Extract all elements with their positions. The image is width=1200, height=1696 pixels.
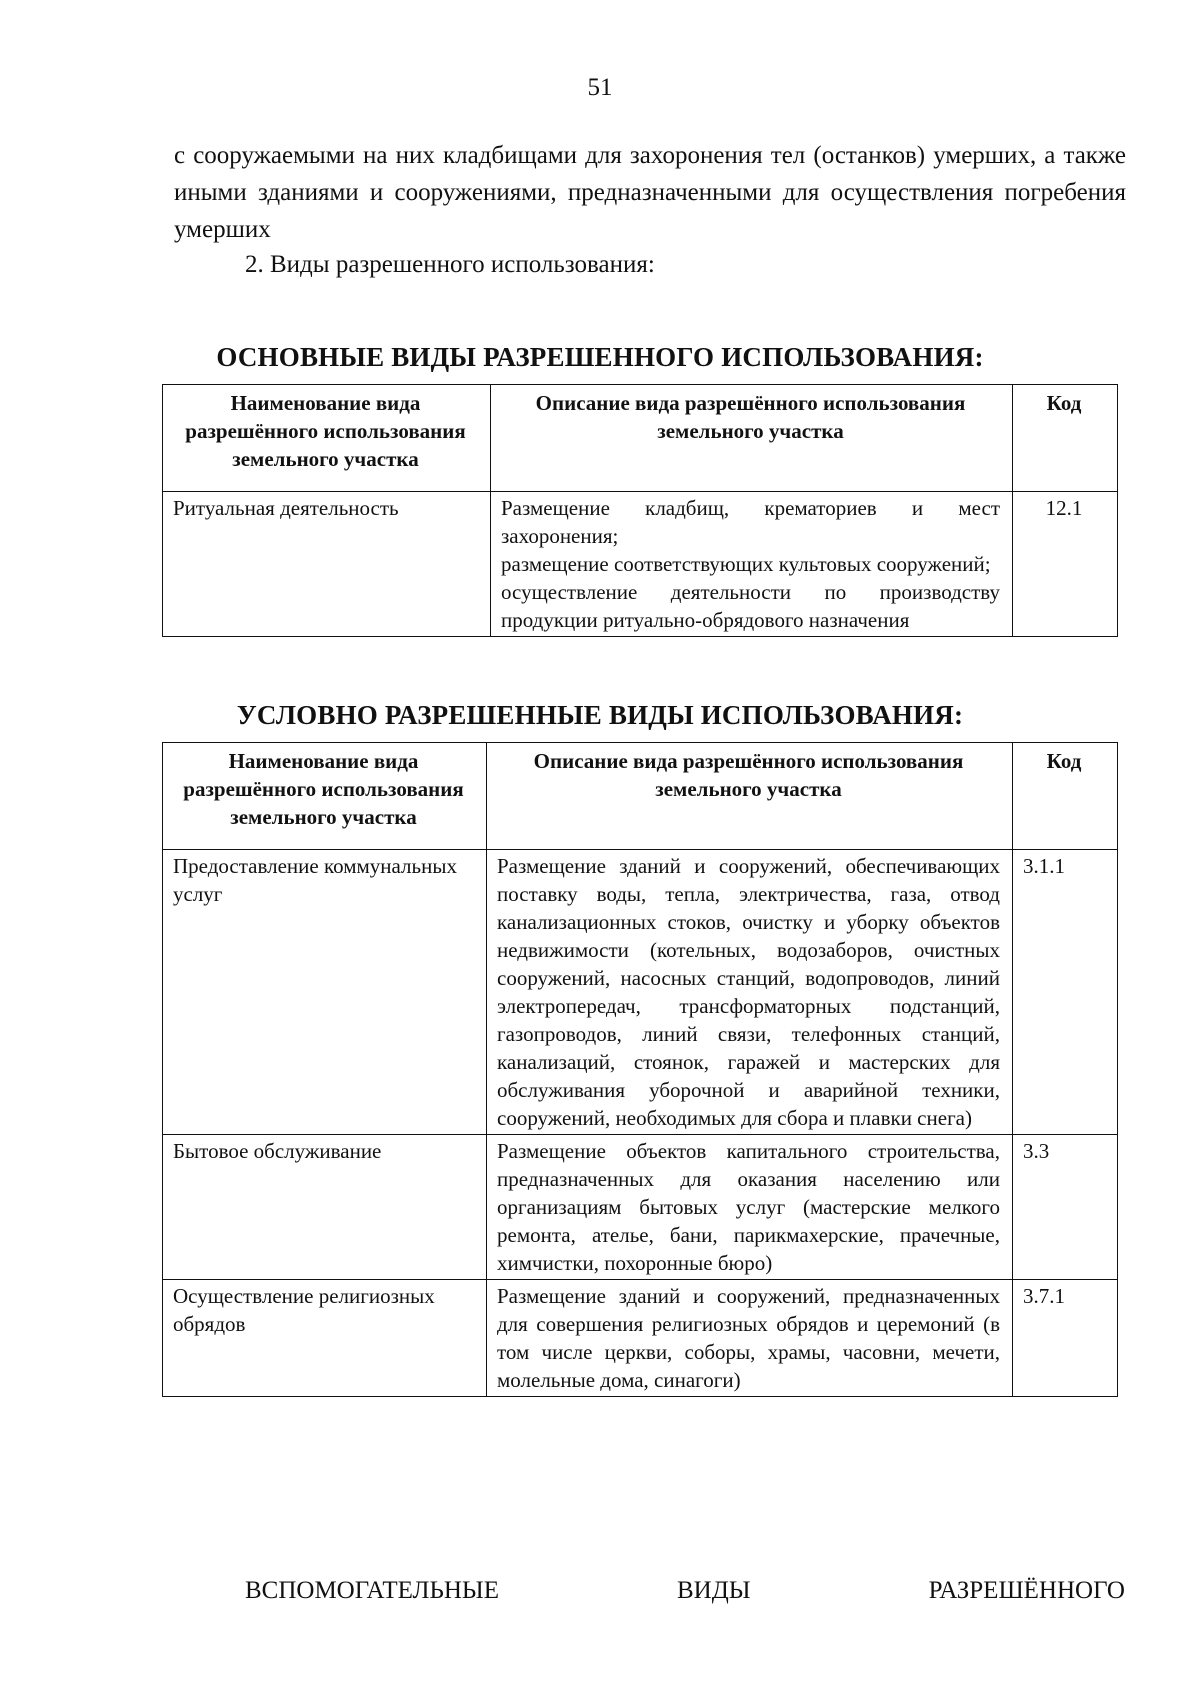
page-number: 51 [587, 74, 613, 101]
use-name: Предоставление коммунальных услуг [163, 850, 487, 1135]
table-row [163, 1135, 1118, 1280]
table-row [163, 1280, 1118, 1397]
use-description: Размещение объектов капитального строительства, предназначенных для оказания населению или организациям бытовых услуг (мастерские мелкого ремонта, ателье, бани, парикмахерские, прачечные, химчистки, похоронные бюро) [487, 1135, 1013, 1280]
header-code: Код [1013, 743, 1118, 850]
use-code: 3.7.1 [1013, 1280, 1118, 1397]
table-header-row [163, 743, 1118, 850]
use-description [491, 492, 1013, 637]
header-name: Наименование вида разрешённого использования земельного участка [163, 743, 487, 850]
table-row [163, 850, 1118, 1135]
header-description: Описание вида разрешённого использования земельного участка [487, 743, 1013, 850]
description-line: размещение соответствующих культовых сооружений; [501, 552, 991, 576]
conditional-uses-title: УСЛОВНО РАЗРЕШЕННЫЕ ВИДЫ ИСПОЛЬЗОВАНИЯ: [236, 700, 964, 730]
header-code: Код [1013, 385, 1118, 492]
table-row [163, 492, 1118, 637]
use-name: Осуществление религиозных обрядов [163, 1280, 487, 1397]
main-uses-title: ОСНОВНЫЕ ВИДЫ РАЗРЕШЕННОГО ИСПОЛЬЗОВАНИЯ: [216, 342, 984, 372]
use-description: Размещение зданий и сооружений, предназначенных для совершения религиозных обрядов и церемоний (в том числе церкви, соборы, храмы, часовни, мечети, молельные дома, синагоги) [487, 1280, 1013, 1397]
conditional-uses-table [162, 742, 1118, 1397]
description-line: осуществление деятельности по производству продукции ритуально-обрядового назначения [501, 580, 1000, 632]
main-uses-table [162, 384, 1118, 637]
header-name: Наименование вида разрешённого использования земельного участка [163, 385, 491, 492]
use-description: Размещение зданий и сооружений, обеспечивающих поставку воды, тепла, электричества, газа, отвод канализационных стоков, очистку и уборку объектов недвижимости (котельных, водозаборов, очистных сооружений, насосных станций, водопроводов, линий электропередач, трансформаторных подстанций, газопроводов, линий связи, телефонных станций, канализаций, стоянок, гаражей и мастерских для обслуживания уборочной и аварийной техники, сооружений, необходимых для сбора и плавки снега) [487, 850, 1013, 1135]
use-code: 12.1 [1013, 492, 1118, 637]
auxiliary-uses-heading [245, 1577, 1125, 1605]
heading-word: ВСПОМОГАТЕЛЬНЫЕ [245, 1577, 499, 1604]
intro-list-item: 2. Виды разрешенного использования: [245, 251, 655, 278]
heading-word: ВИДЫ [677, 1577, 751, 1604]
use-name: Бытовое обслуживание [163, 1135, 487, 1280]
use-name: Ритуальная деятельность [163, 492, 491, 637]
intro-paragraph: с сооружаемыми на них кладбищами для захоронения тел (останков) умерших, а также иными зданиями и сооружениями, предназначенными для осуществления погребения умерших [174, 142, 1126, 243]
heading-word: РАЗРЕШЁННОГО [928, 1577, 1125, 1604]
header-description: Описание вида разрешённого использования земельного участка [491, 385, 1013, 492]
table-header-row [163, 385, 1118, 492]
use-code: 3.1.1 [1013, 850, 1118, 1135]
description-line: Размещение кладбищ, крематориев и мест захоронения; [501, 496, 1000, 548]
use-code: 3.3 [1013, 1135, 1118, 1280]
